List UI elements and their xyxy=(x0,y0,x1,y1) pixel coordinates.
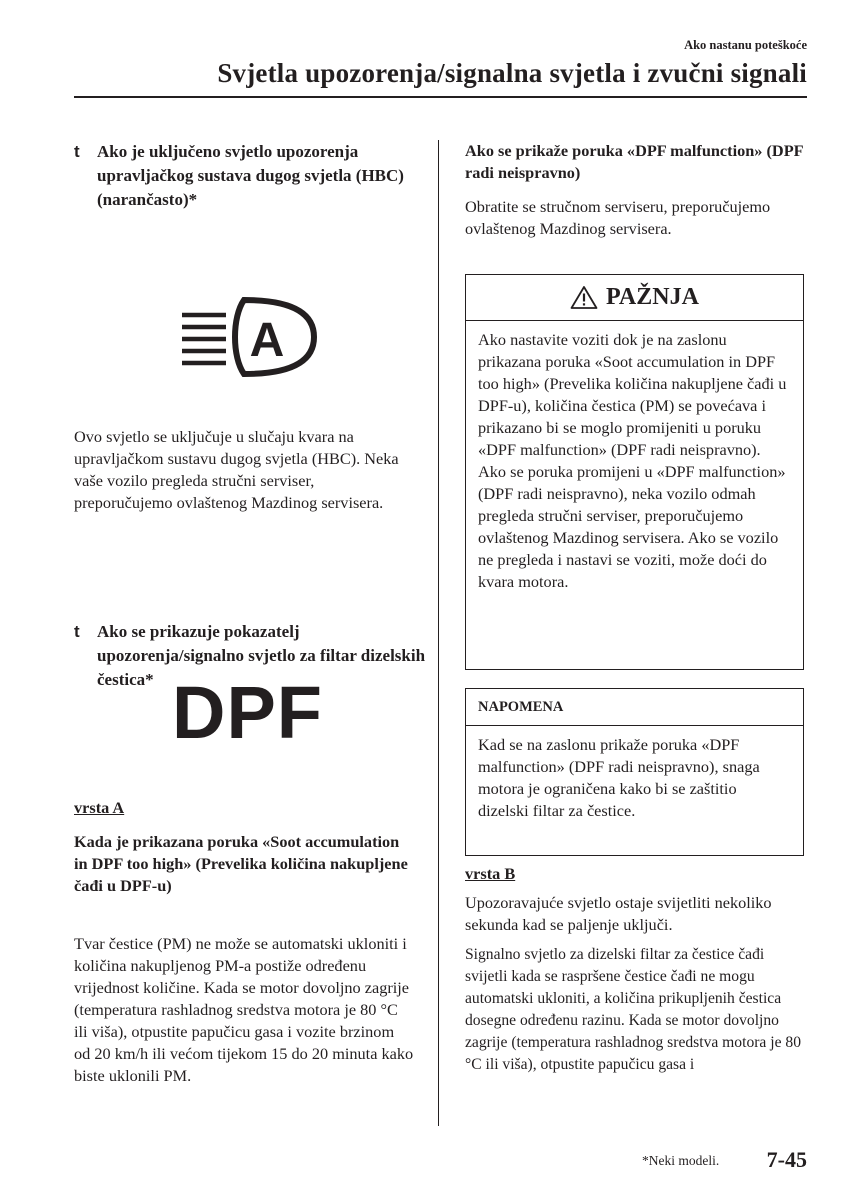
dpf-malfunction-subhead: Ako se prikaže poruka «DPF malfunction» (DPF radi neispravno) xyxy=(465,141,803,182)
note-body: Kad se na zaslonu prikaže poruka «DPF malfunction» (DPF radi neispravno), snaga motora je ograničena kako bi se zaštitio dizelski filtar za čestice. xyxy=(478,735,760,820)
note-box xyxy=(465,688,804,856)
type-a-subhead: Kada je prikazana poruka «Soot accumulation in DPF too high» (Prevelika količina nakupljene čađi u DPF-u) xyxy=(74,832,408,895)
warning-triangle-icon xyxy=(570,285,598,310)
hbc-heading xyxy=(74,140,437,212)
note-title: NAPOMENA xyxy=(466,689,803,726)
dpf-heading-text: Ako se prikazuje pokazatelj upozorenja/signalno svjetlo za filtar dizelskih čestica* xyxy=(97,622,426,689)
caution-title: PAŽNJA xyxy=(606,284,699,310)
caution-box xyxy=(465,274,804,670)
caution-body: Ako nastavite voziti dok je na zaslonu prikazana poruka «Soot accumulation in DPF too high» (Prevelika količina nakupljene čađi u DPF-u), količina čestica (PM) se povećava i prikazano bi se moglo promijeniti u poruku «DPF malfunction» (DPF radi neispravno). Ako se poruka promijeni u «DPF malfunction» (DPF radi neispravno), neka vozilo odmah pregleda stručni serviser, preporučujemo ovlaštenog Mazdinog servisera. Ako se vozilo ne pregleda i nastavi se voziti, može doći do kvara motora. xyxy=(478,330,787,591)
dpf-malfunction-body: Obratite se stručnom serviseru, preporučujemo ovlaštenog Mazdinog servisera. xyxy=(465,197,771,238)
hbc-heading-text: Ako je uključeno svjetlo upozorenja upravljačkog sustava dugog svjetla (HBC) (narančasto)* xyxy=(97,142,404,209)
caution-header xyxy=(466,275,803,321)
dpf-indicator-icon: DPF xyxy=(172,671,323,754)
type-a-label: vrsta A xyxy=(74,798,125,817)
icon-letter: A xyxy=(249,314,285,367)
type-b-body-1: Upozoravajuće svjetlo ostaje svijetliti nekoliko sekunda kad se paljenje uključi. xyxy=(465,893,772,934)
page-title: Svjetla upozorenja/signalna svjetla i zvučni signali xyxy=(217,58,807,88)
auto-high-beam-icon xyxy=(180,295,320,379)
hbc-body: Ovo svjetlo se uključuje u slučaju kvara na upravljačkom sustavu dugog svjetla (HBC). Neka vaše vozilo pregleda stručni serviser, preporučujemo ovlaštenog Mazdinog servisera. xyxy=(74,427,399,512)
footnote: *Neki modeli. xyxy=(642,1153,720,1168)
type-a-body: Tvar čestice (PM) ne može se automatski ukloniti i količina nakupljenog PM-a postiže određenu vrijednost količine. Kada se motor dovoljno zagrije (temperatura rashladnog sredstva motora je 80 °C ili viša), otpustite papučicu gasa i vozite brzinom od 20 km/h ili većom tijekom 15 do 20 minuta kako biste uklonili PM. xyxy=(74,934,414,1085)
type-b-label: vrsta B xyxy=(465,864,516,883)
bullet-marker: t xyxy=(74,622,80,641)
column-divider xyxy=(438,140,439,1126)
bullet-marker: t xyxy=(74,142,80,161)
type-b-body-2: Signalno svjetlo za dizelski filtar za čestice čađi svijetli kada se raspršene čestice čađi ne mogu automatski ukloniti, a količina prikupljenih čestica dosegne određenu razinu. Kada se motor dovoljno zagrije (temperatura rashladnog sredstva motora je 80 °C ili viša), otpustite papučicu gasa i xyxy=(465,946,801,1073)
header-rule xyxy=(74,96,807,98)
section-label: Ako nastanu poteškoće xyxy=(684,38,807,52)
page-number: 7-45 xyxy=(766,1147,807,1172)
